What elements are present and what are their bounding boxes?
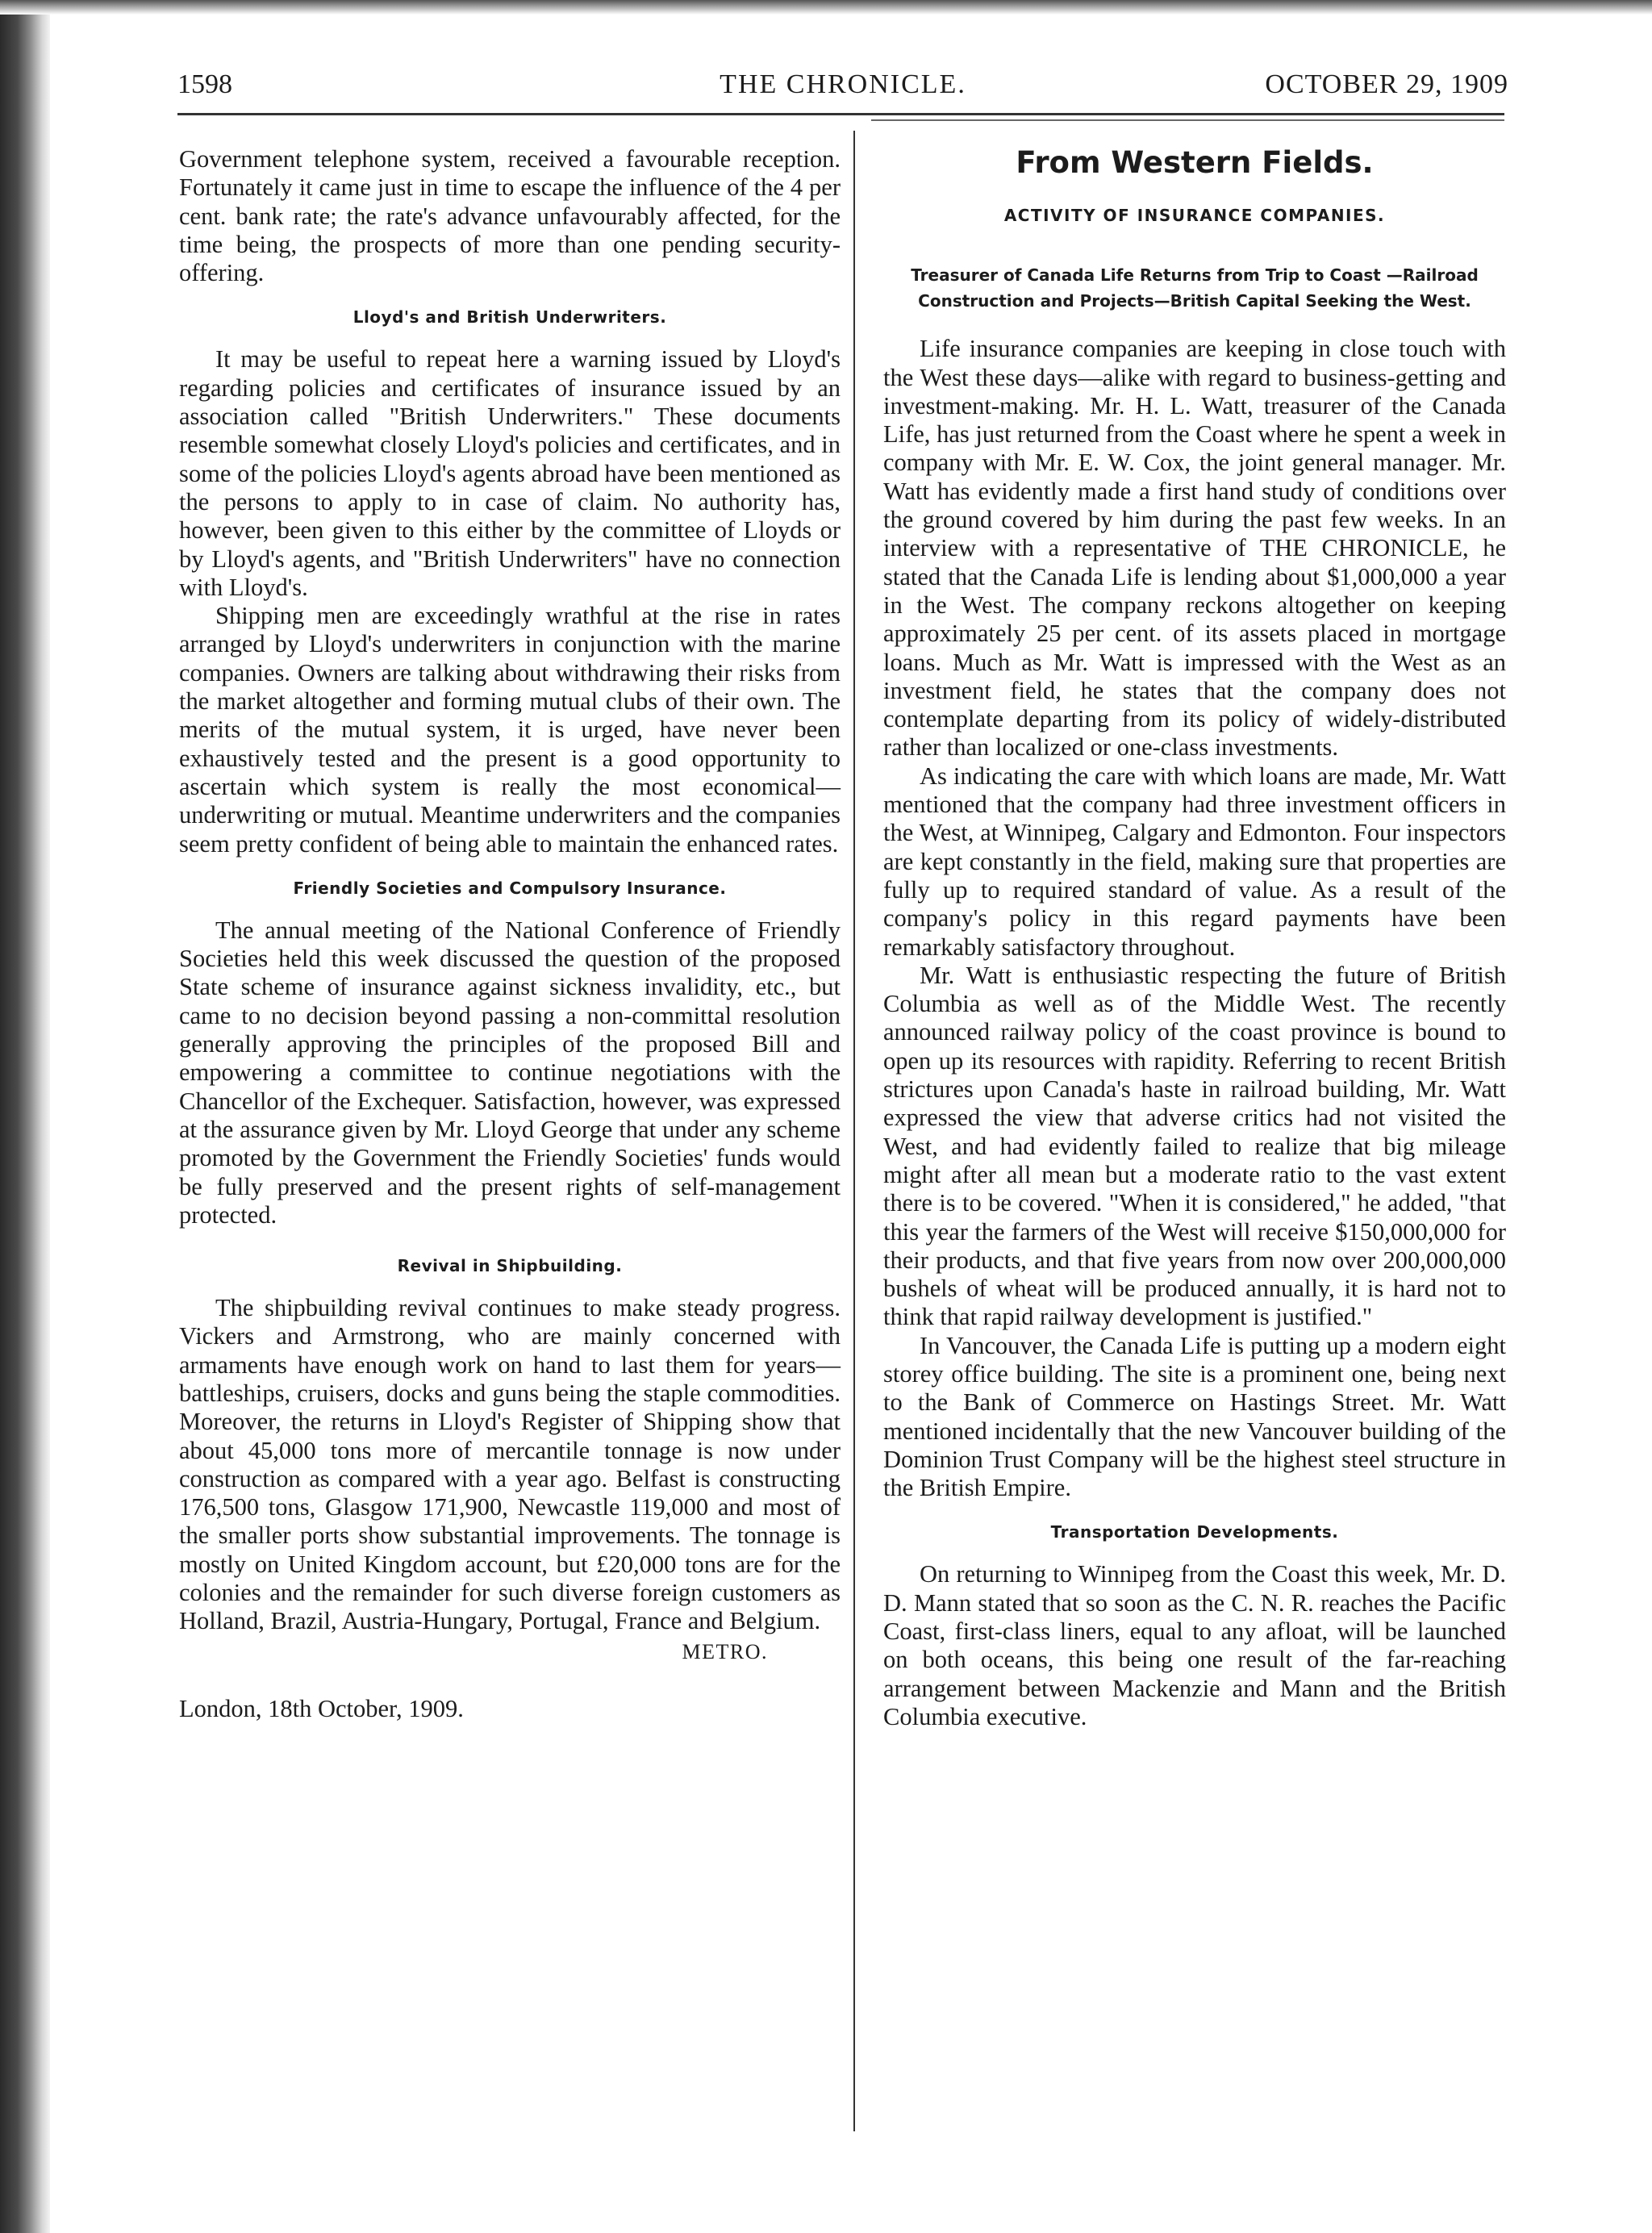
article-title: From Western Fields. [1016,145,1374,180]
left-column [179,145,841,1723]
article-paragraph: Mr. Watt is enthusiastic respecting the future of British Columbia as well as of the Middle West. The recently announced railway policy of the coast province is bound to open up its resources with rapidity. Referring to recent British strictures upon Canada's haste in railroad building, Mr. Watt expressed the view that adverse critics had not visited the West, and had evidently failed to realize that big mileage might after all mean but a moderate ratio to the vast extent there is to be covered. "When it is considered," he added, "that this year the farmers of the West will receive $150,000,000 for their products, and that five years from now over 200,000,000 bushels of wheat will be produced annually, it is hard not to think that rapid railway development is justified." [883,961,1506,1331]
page-number: 1598 [177,69,232,99]
article-paragraph: In Vancouver, the Canada Life is putting up a modern eight storey office building. The site is a prominent one, being next to the Bank of Commerce on Hastings Street. Mr. Watt mentioned incidentally that the new Vancouver building of the Dominion Trust Company will be the highest steel structure in the British Empire. [883,1331,1506,1502]
book-binding-shadow [0,0,50,2233]
section-heading-insurance: ACTIVITY OF INSURANCE COMPANIES. [1003,206,1386,225]
article-paragraph: The annual meeting of the National Conference of Friendly Societies held this week discussed the question of the proposed State scheme of insurance against sickness invalidity, etc., but came to no decision beyond passing a non-committal resolution generally approving the principles of the proposed Bill and empowering a committee to continue negotiations with the Chancellor of the Exchequer. Satisfaction, however, was expressed at the assurance given by Mr. Lloyd George that under any scheme promoted by the Government the Friendly Societies' funds would be fully preserved and the present rights of self-management protected. [179,916,841,1229]
page-top-shadow [0,0,1652,15]
section-heading-lloyds: Lloyd's and British Underwriters. [353,307,667,328]
article-paragraph: It may be useful to repeat here a warning issued by Lloyd's regarding policies and certificates of insurance issued by an association called "British Underwriters." These documents resemble somewhat closely Lloyd's policies and certificates, and in some of the policies Lloyd's agents abroad have been mentioned as the persons to apply to in case of claim. No authority has, however, been given to this either by the committee of Lloyds or by Lloyd's agents, and "British Underwriters" have no connection with Lloyd's. [179,345,841,601]
article-paragraph: As indicating the care with which loans are made, Mr. Watt mentioned that the company had three investment officers in the West, at Winnipeg, Calgary and Edmonton. Four inspectors are kept constantly in the field, making sure that properties are fully up to required standard of value. As a result of the company's policy in this regard payments have been remarkably satisfactory throughout. [883,762,1506,961]
article-paragraph: On returning to Winnipeg from the Coast this week, Mr. D. D. Mann stated that so soon as the C. N. R. reaches the Pacific Coast, first-class liners, equal to any afloat, will be launched on both oceans, this being one result of the far-reaching arrangement between Mackenzie and Mann and the British Columbia executive. [883,1560,1506,1730]
column-divider [853,131,855,2131]
masthead: THE CHRONICLE. [720,69,966,99]
section-heading-transportation: Transportation Developments. [1050,1522,1339,1542]
issue-date: OCTOBER 29, 1909 [1265,69,1508,99]
author-signature: METRO. [682,1639,768,1663]
header-rule-secondary [871,119,1504,121]
right-column [883,145,1506,1731]
section-heading-friendly-societies: Friendly Societies and Compulsory Insurance. [293,878,727,898]
header-rule [177,113,1504,115]
dateline: London, 18th October, 1909. [179,1694,464,1722]
article-deck: Treasurer of Canada Life Returns from Trip to Coast —Railroad Construction and Projects—British Capital Seeking the West. [911,265,1479,311]
article-paragraph: Shipping men are exceedingly wrathful at the rise in rates arranged by Lloyd's underwriters in conjunction with the marine companies. Owners are talking about withdrawing their risks from the market altogether and forming mutual clubs of their own. The merits of the mutual system, it is urged, have never been exhaustively tested and the present is a good opportunity to ascertain which system is really the most economical—underwriting or mutual. Meantime underwriters and the companies seem pretty confident of being able to maintain the enhanced rates. [179,602,841,858]
article-paragraph: The shipbuilding revival continues to make steady progress. Vickers and Armstrong, who are mainly concerned with armaments have enough work on hand to last them for years—battleships, cruisers, docks and guns being the staple commodities. Moreover, the returns in Lloyd's Register of Shipping show that about 45,000 tons more of mercantile tonnage is now under construction as compared with a year ago. Belfast is constructing 176,500 tons, Glasgow 171,900, Newcastle 119,000 and most of the smaller ports show substantial improvements. The tonnage is mostly on United Kingdom account, but £20,000 tons are for the colonies and the remainder for such diverse foreign customers as Holland, Brazil, Austria-Hungary, Portugal, France and Belgium. [179,1294,841,1635]
section-heading-shipbuilding: Revival in Shipbuilding. [397,1256,623,1276]
page-header [177,69,1508,118]
intro-paragraph: Government telephone system, received a favourable reception. Fortunately it came just in time to escape the influence of the 4 per cent. bank rate; the rate's advance unfavourably affected, for the time being, the prospects of more than one pending security-offering. [179,145,841,287]
article-paragraph: Life insurance companies are keeping in close touch with the West these days—alike with regard to business-getting and investment-making. Mr. H. L. Watt, treasurer of the Canada Life, has just returned from the Coast where he spent a week in company with Mr. E. W. Cox, the joint general manager. Mr. Watt has evidently made a first hand study of conditions over the ground covered by him during the past few weeks. In an interview with a representative of THE CHRONICLE, he stated that the Canada Life is lending about $1,000,000 a year in the West. The company reckons altogether on keeping approximately 25 per cent. of its assets placed in mortgage loans. Much as Mr. Watt is impressed with the West as an investment field, he states that the company does not contemplate departing from its policy of widely-distributed rather than localized or one-class investments. [883,335,1506,762]
